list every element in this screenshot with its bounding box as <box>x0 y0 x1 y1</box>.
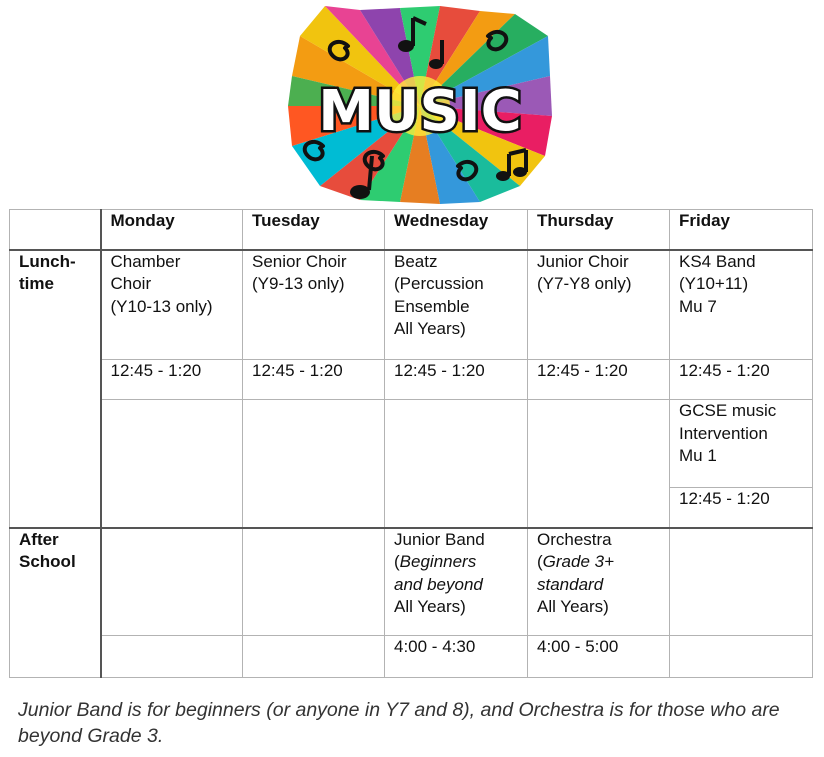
lunchtime-activity-row <box>10 250 813 360</box>
lunch-time-thursday: 12:45 - 1:20 <box>528 360 670 400</box>
empty-cell <box>528 400 670 528</box>
lunch-tuesday: Senior Choir (Y9-13 only) <box>243 250 385 360</box>
empty-cell <box>243 400 385 528</box>
after-thursday: Orchestra (Grade 3+ standard All Years) <box>528 528 670 636</box>
lunchtime-times-row <box>10 360 813 400</box>
empty-cell <box>101 636 243 678</box>
timetable <box>9 209 813 678</box>
empty-cell <box>101 400 243 528</box>
logo-text: MUSIC <box>318 79 522 144</box>
music-logo <box>288 6 552 204</box>
lunch-monday: Chamber Choir (Y10-13 only) <box>101 250 243 360</box>
empty-cell <box>670 636 813 678</box>
lunch-time-wednesday: 12:45 - 1:20 <box>385 360 528 400</box>
after-monday <box>101 528 243 636</box>
lunch-time-friday: 12:45 - 1:20 <box>670 360 813 400</box>
lunch-friday-extra-time: 12:45 - 1:20 <box>670 488 813 528</box>
lunch-friday: KS4 Band (Y10+11) Mu 7 <box>670 250 813 360</box>
day-header-thursday: Thursday <box>528 210 670 250</box>
header-row <box>10 210 813 250</box>
after-school-label: After School <box>10 528 101 678</box>
lunch-friday-extra: GCSE music Intervention Mu 1 <box>670 400 813 488</box>
lunch-thursday: Junior Choir (Y7-Y8 only) <box>528 250 670 360</box>
day-header-tuesday: Tuesday <box>243 210 385 250</box>
after-wednesday: Junior Band (Beginners and beyond All Years) <box>385 528 528 636</box>
lunch-wednesday: Beatz (Percussion Ensemble All Years) <box>385 250 528 360</box>
empty-cell <box>385 400 528 528</box>
day-header-friday: Friday <box>670 210 813 250</box>
lunchtime-extra-row <box>10 400 813 488</box>
after-time-wednesday: 4:00 - 4:30 <box>385 636 528 678</box>
empty-cell <box>243 636 385 678</box>
day-header-wednesday: Wednesday <box>385 210 528 250</box>
after-school-activity-row <box>10 528 813 636</box>
lunch-time-tuesday: 12:45 - 1:20 <box>243 360 385 400</box>
after-school-times-row <box>10 636 813 678</box>
lunchtime-label: Lunch- time <box>10 250 101 528</box>
lunch-time-monday: 12:45 - 1:20 <box>101 360 243 400</box>
after-time-thursday: 4:00 - 5:00 <box>528 636 670 678</box>
after-tuesday <box>243 528 385 636</box>
footnote: Junior Band is for beginners (or anyone in Y7 and 8), and Orchestra is for those who are beyond Grade 3. <box>18 699 780 747</box>
corner-cell <box>10 210 101 250</box>
after-friday <box>670 528 813 636</box>
day-header-monday: Monday <box>101 210 243 250</box>
